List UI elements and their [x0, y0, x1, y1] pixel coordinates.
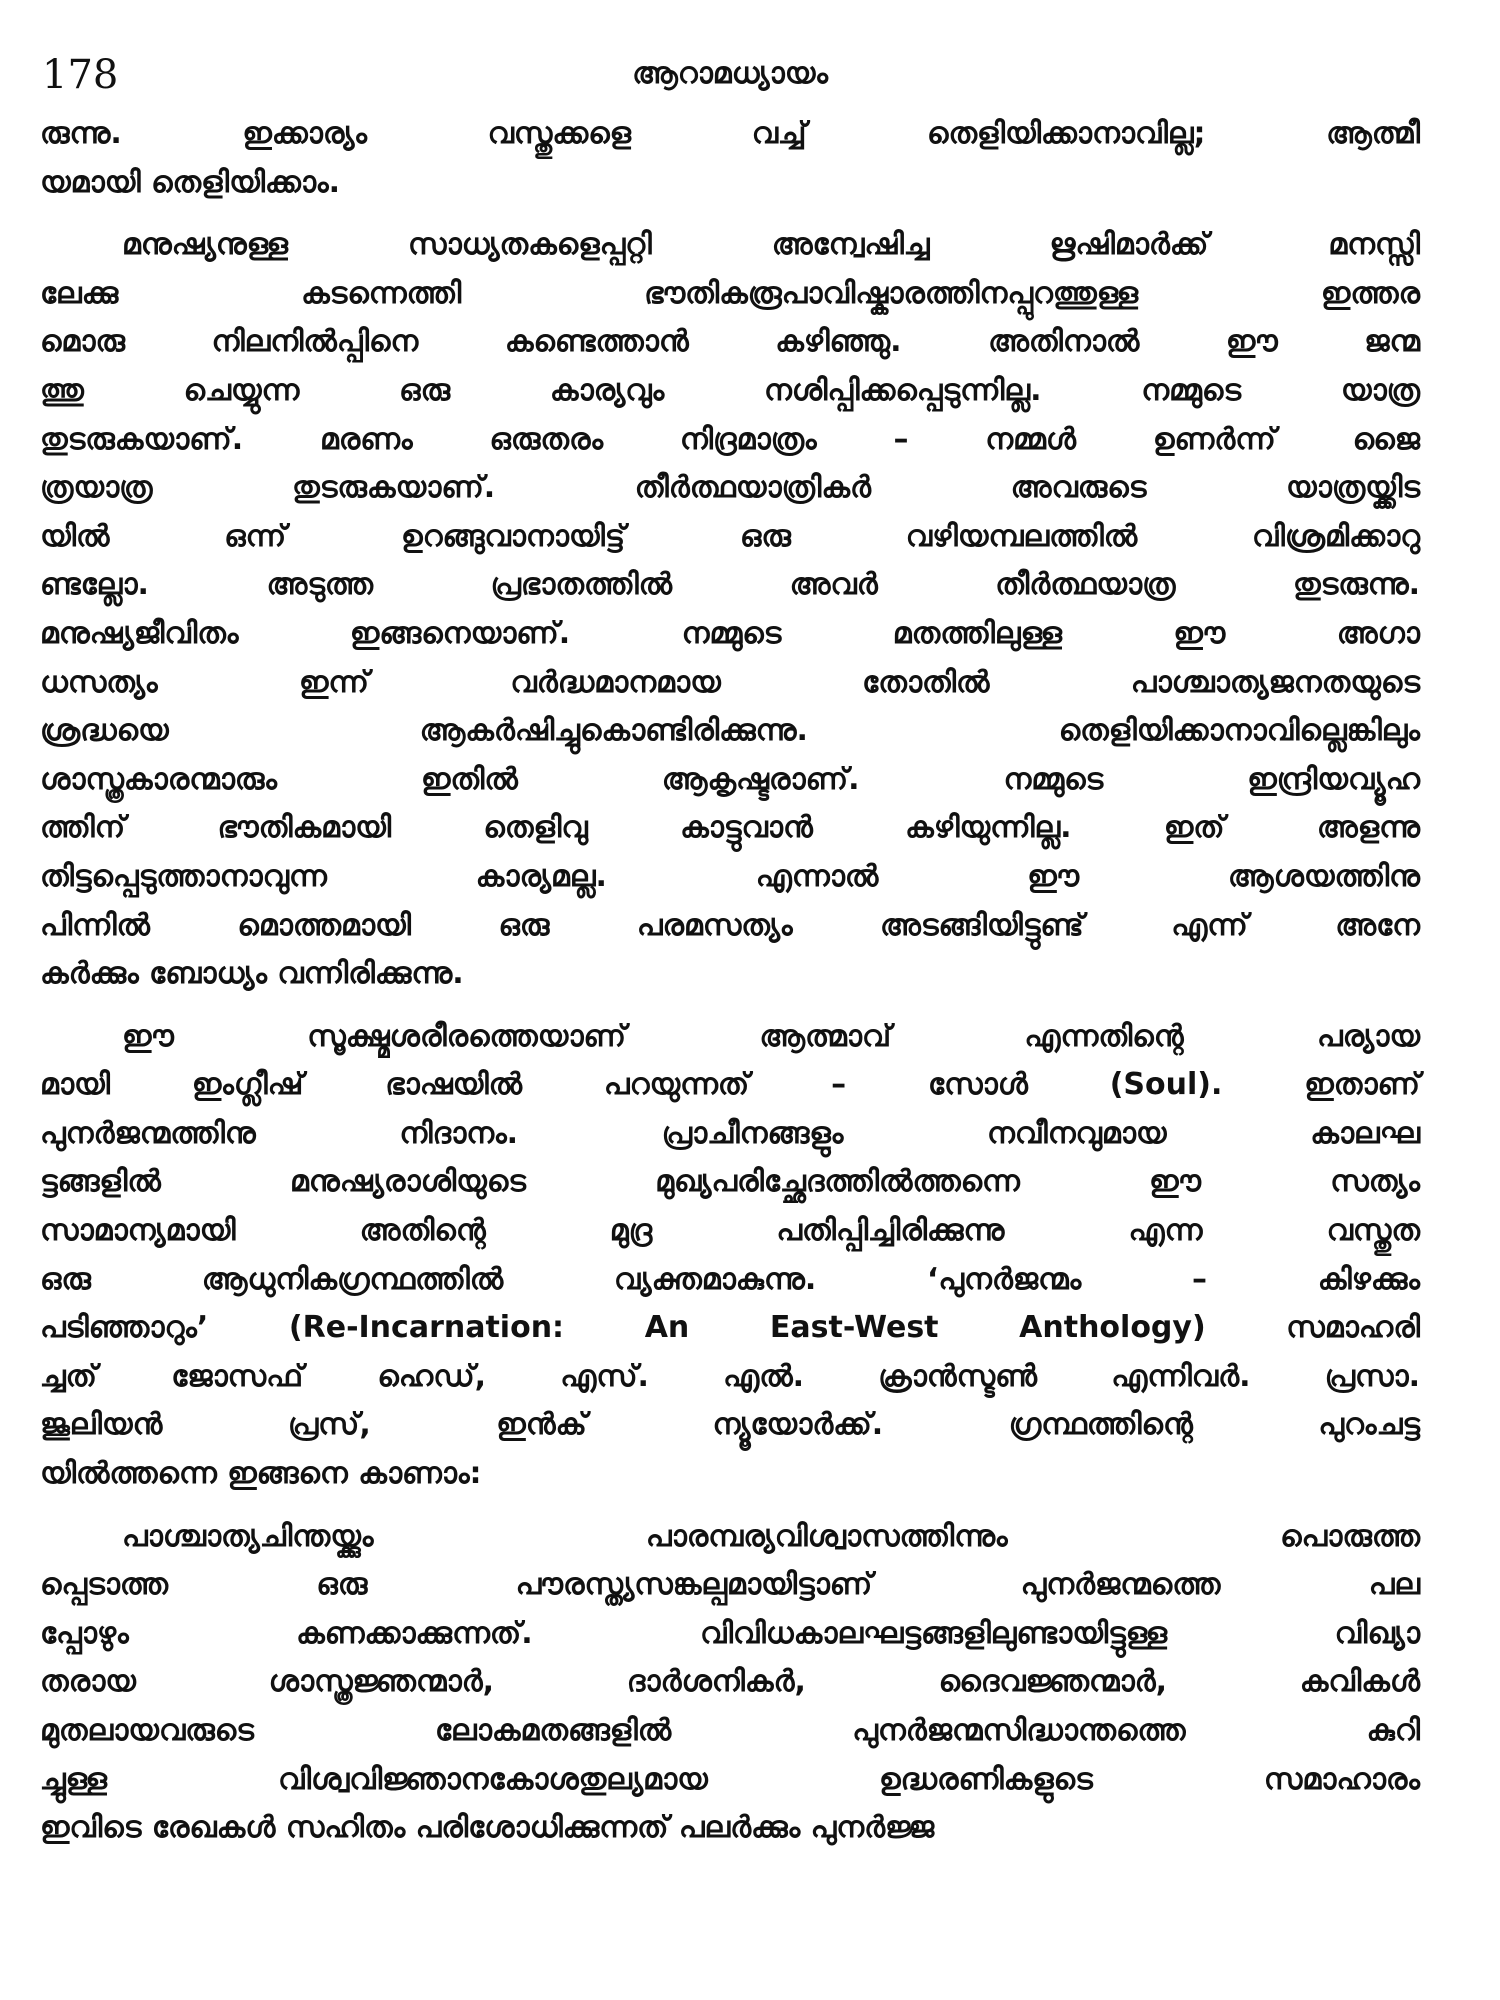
paragraph [40, 110, 1420, 207]
text-line: പടിഞ്ഞാറും’ (Re-Incarnation: An East-West Anthology) സമാഹരി [40, 1310, 1420, 1346]
text-line: തരായ ശാസ്ത്രജ്ഞന്മാർ, ദാർശനികർ, ദൈവജ്ഞന്മാർ, കവികൾ [40, 1664, 1420, 1700]
text-line: തിട്ടപ്പെടുത്താനാവുന്ന കാര്യമല്ല. എന്നാൽ ഈ ആശയത്തിനു [40, 858, 1420, 894]
text-line: ച്ചുള്ള വിശ്വവിജ്ഞാനകോശതുല്യമായ ഉദ്ധരണികളുടെ സമാഹാരം [40, 1761, 1420, 1797]
text-line: ജൂലിയൻ പ്രസ്, ഇൻക് ന്യൂയോർക്ക്. ഗ്രന്ഥത്തിന്റെ പുറംചട്ട [40, 1407, 1420, 1443]
text-line: പിന്നിൽ മൊത്തമായി ഒരു പരമസത്യം അടങ്ങിയിട്ടുണ്ട് എന്ന് അനേ [40, 907, 1420, 943]
text-line: പാശ്ചാത്യചിന്തയ്ക്കും പാരമ്പര്യവിശ്വാസത്തിന്നും പൊരുത്ത [122, 1518, 1420, 1554]
text-line: തുടരുകയാണ്. മരണം ഒരുതരം നിദ്രമാത്രം – നമ്മൾ ഉണർന്ന് ജൈ [40, 421, 1420, 457]
text-line: മനുഷ്യനുള്ള സാധ്യതകളെപ്പറ്റി അന്വേഷിച്ച ഋഷിമാർക്ക് മനസ്സി [122, 227, 1420, 263]
text-line: യമായി തെളിയിക്കാം. [40, 164, 341, 200]
text-line: ണ്ടല്ലോ. അടുത്ത പ്രഭാതത്തിൽ അവർ തീർത്ഥയാത്ര തുടരുന്നു. [40, 567, 1420, 603]
text-line: പ്പെടാത്ത ഒരു പൗരസ്ത്യസങ്കല്പമായിട്ടാണ് പുനർജന്മത്തെ പല [40, 1567, 1420, 1603]
chapter-running-head: ആറാമധ്യായം [632, 56, 828, 91]
page-number: 178 [42, 52, 119, 98]
text-line: ത്തിന് ഭൗതികമായി തെളിവു കാട്ടുവാൻ കഴിയുന്നില്ല. ഇത് അളന്നു [40, 810, 1420, 846]
text-line: ശാസ്ത്രകാരന്മാരും ഇതിൽ ആകൃഷ്ടരാണ്. നമ്മുടെ ഇന്ദ്രിയവ്യൂഹ [40, 761, 1420, 797]
text-line: ച്ചത് ജോസഫ് ഹെഡ്, എസ്. എൽ. ക്രാൻസ്ടൺ എന്നിവർ. പ്രസാ. [40, 1358, 1420, 1394]
text-line: ഇവിടെ രേഖകൾ സഹിതം പരിശോധിക്കുന്നത് പലർക്കും പുനർജ്ജ [40, 1810, 935, 1846]
text-line: മായി ഇംഗ്ലീഷ് ഭാഷയിൽ പറയുന്നത് – സോൾ (Soul). ഇതാണ് [40, 1067, 1420, 1103]
text-line: യിൽ ഒന്ന് ഉറങ്ങുവാനായിട്ട് ഒരു വഴിയമ്പലത്തിൽ വിശ്രമിക്കാറു [40, 518, 1420, 554]
text-line: ലേക്കു കടന്നെത്തി ഭൗതികരൂപാവിഷ്കാരത്തിനപ്പുറത്തുള്ള ഇത്തര [40, 275, 1420, 311]
text-line: മുതലായവരുടെ ലോകമതങ്ങളിൽ പുനർജന്മസിദ്ധാന്തത്തെ കുറി [40, 1713, 1420, 1748]
text-line: മൊരു നിലനിൽപ്പിനെ കണ്ടെത്താൻ കഴിഞ്ഞു. അതിനാൽ ഈ ജന്മ [40, 324, 1420, 360]
paragraph [40, 221, 1420, 999]
text-line: ശ്രദ്ധയെ ആകർഷിച്ചുകൊണ്ടിരിക്കുന്നു. തെളിയിക്കാനാവില്ലെങ്കിലും [40, 713, 1420, 749]
text-line: പുനർജന്മത്തിനു നിദാനം. പ്രാചീനങ്ങളും നവീനവുമായ കാലഘ [40, 1115, 1420, 1151]
paragraph [40, 1013, 1420, 1499]
paragraph [40, 1513, 1420, 1853]
text-line: ട്ടങ്ങളിൽ മനുഷ്യരാശിയുടെ മുഖ്യപരിച്ഛേദത്തിൽത്തന്നെ ഈ സത്യം [40, 1164, 1420, 1200]
text-line: മനുഷ്യജീവിതം ഇങ്ങനെയാണ്. നമ്മുടെ മതത്തിലുള്ള ഈ അഗാ [40, 615, 1420, 651]
body-text [40, 110, 1420, 1853]
text-line: രുന്നു. ഇക്കാര്യം വസ്തുക്കളെ വച്ച് തെളിയിക്കാനാവില്ല; ആത്മീ [40, 116, 1420, 151]
text-line: ഒരു ആധുനികഗ്രന്ഥത്തിൽ വ്യക്തമാകുന്നു. ‘പുനർജന്മം – കിഴക്കും [40, 1261, 1420, 1297]
text-line: ത്രയാത്ര തുടരുകയാണ്. തീർത്ഥയാത്രികർ അവരുടെ യാത്രയ്ക്കിട [40, 470, 1420, 506]
text-line: ത്തു ചെയ്യുന്ന ഒരു കാര്യവും നശിപ്പിക്കപ്പെടുന്നില്ല. നമ്മുടെ യാത്ര [40, 372, 1420, 408]
text-line: സാമാന്യമായി അതിന്റെ മുദ്ര പതിപ്പിച്ചിരിക്കുന്നു എന്ന വസ്തുത [40, 1213, 1420, 1249]
text-line: ധസത്യം ഇന്ന് വർദ്ധമാനമായ തോതിൽ പാശ്ചാത്യജനതയുടെ [40, 664, 1420, 700]
text-line: യിൽത്തന്നെ ഇങ്ങനെ കാണാം: [40, 1456, 482, 1492]
text-line: കർക്കും ബോധ്യം വന്നിരിക്കുന്നു. [40, 956, 464, 992]
text-line: ഈ സൂക്ഷ്മശരീരത്തെയാണ് ആത്മാവ് എന്നതിന്റെ പര്യായ [122, 1018, 1420, 1054]
text-line: പ്പോഴും കണക്കാക്കുന്നത്. വിവിധകാലഘട്ടങ്ങളിലുണ്ടായിട്ടുള്ള വിഖ്യാ [40, 1615, 1420, 1651]
